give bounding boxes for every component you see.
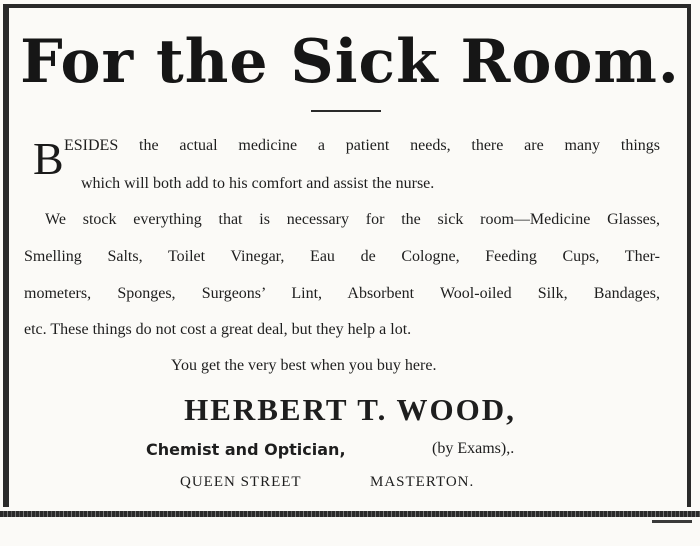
- drop-cap: B: [33, 133, 64, 184]
- tagline: You get the very best when you buy here.: [171, 357, 437, 374]
- profession: Chemist and Optician,: [146, 440, 346, 459]
- body-line-2: Smelling Salts, Toilet Vinegar, Eau de Cologne, Feeding Cups, Ther-: [24, 248, 660, 265]
- body-line-1: We stock everything that is necessary for the sick room—Medicine Glasses,: [45, 211, 660, 228]
- ad-title: For the Sick Room.: [20, 27, 680, 97]
- bottom-border-rule: [0, 511, 700, 517]
- street-address: QUEEN STREET: [180, 474, 302, 490]
- body-line-4: etc. These things do not cost a great deal, but they help a lot.: [24, 321, 412, 338]
- proprietor-name: HERBERT T. WOOD,: [184, 392, 516, 427]
- intro-line-1: ESIDES the actual medicine a patient needs, there are many things: [64, 137, 660, 154]
- body-line-3: mometers, Sponges, Surgeons’ Lint, Absorbent Wool-oiled Silk, Bandages,: [24, 285, 660, 302]
- intro-line-2: which will both add to his comfort and assist the nurse.: [81, 175, 435, 192]
- qualification: (by Exams),.: [432, 440, 515, 457]
- town-name: MASTERTON.: [370, 474, 475, 490]
- page-edge-mark: [652, 520, 692, 523]
- title-divider: [311, 110, 381, 112]
